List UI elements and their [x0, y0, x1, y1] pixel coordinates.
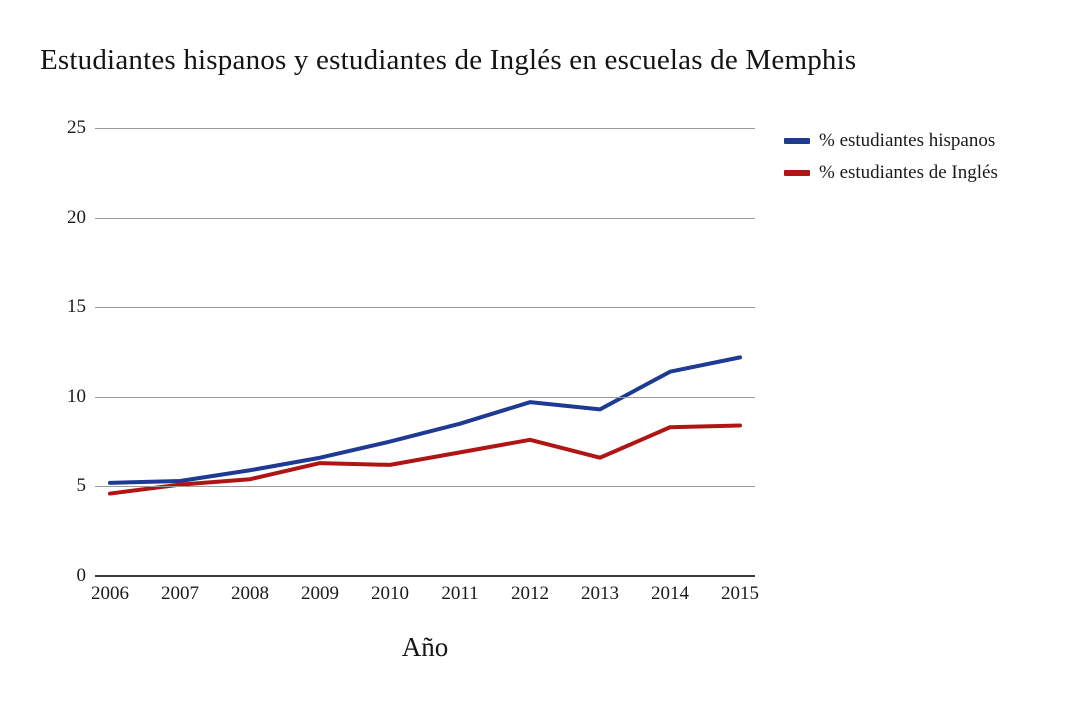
x-axis-line: [95, 575, 755, 577]
x-tick-label: 2007: [161, 583, 199, 604]
chart-title: Estudiantes hispanos y estudiantes de Inglés en escuelas de Memphis: [40, 44, 857, 76]
legend-swatch-icon: [784, 170, 810, 176]
x-tick-label: 2015: [721, 583, 759, 604]
y-tick-label: 25: [67, 117, 86, 138]
x-tick-label: 2014: [651, 583, 689, 604]
x-tick-label: 2011: [441, 583, 479, 604]
gridline: [95, 218, 755, 219]
gridline: [95, 486, 755, 487]
gridline: [95, 128, 755, 129]
x-tick-label: 2009: [301, 583, 339, 604]
x-tick-label: 2013: [581, 583, 619, 604]
series-line: [110, 357, 740, 482]
y-tick-label: 10: [67, 385, 86, 407]
legend-swatch-icon: [784, 138, 810, 144]
y-tick-label: 20: [67, 206, 86, 228]
x-axis-tick-labels: [91, 583, 759, 611]
y-axis-tick-labels: [36, 117, 86, 586]
x-tick-label: 2012: [511, 583, 549, 604]
gridline: [95, 397, 755, 398]
gridline: [95, 307, 755, 308]
x-tick-label: 2010: [371, 583, 409, 604]
legend-label: % estudiantes de Inglés: [819, 162, 998, 183]
x-axis-title: Año: [401, 632, 449, 662]
chart-legend: [784, 130, 1074, 194]
legend-item: [784, 162, 1074, 184]
x-tick-label: 2008: [231, 583, 269, 604]
legend-label: % estudiantes hispanos: [819, 130, 996, 151]
plot-area: [95, 128, 755, 576]
y-tick-label: 5: [76, 475, 86, 497]
x-tick-label: 2006: [91, 583, 129, 604]
y-tick-label: 15: [67, 296, 86, 318]
series-line: [110, 425, 740, 493]
y-tick-label: 0: [76, 565, 86, 586]
series-lines: [95, 128, 755, 576]
legend-item: [784, 130, 1074, 152]
